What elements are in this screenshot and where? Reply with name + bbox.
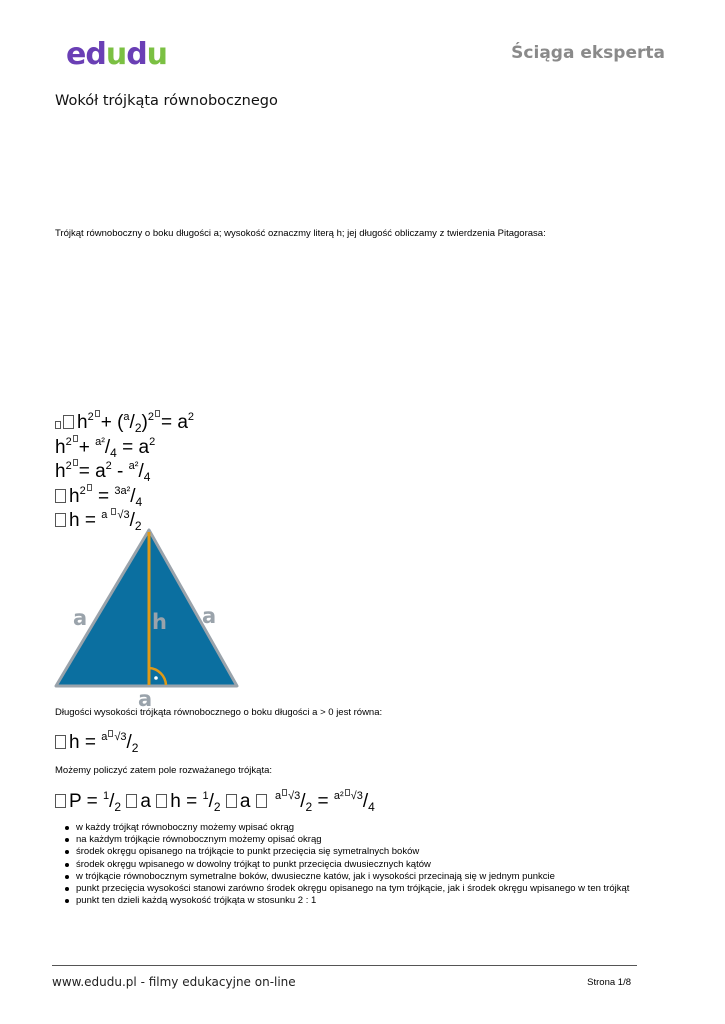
right-angle-dot xyxy=(154,676,158,680)
equilateral-triangle-diagram xyxy=(50,525,250,710)
edudu-logo xyxy=(64,34,190,74)
page-title: Wokół trójkąta równobocznego xyxy=(55,93,278,109)
area-formula: $P = ^1/_2$ a $h = ^1/_2$ a $^{a √3}/_2 = ^{a^2 √3}/_4$ xyxy=(55,789,375,813)
height-formula: $h = ^{a √3}/_2$ xyxy=(55,730,138,754)
formula-line-3: $h^2 = a^2 - ^{a^2}/_4$ xyxy=(55,460,151,484)
list-item: na każdym trójkącie równobocznym możemy opisać okrąg xyxy=(64,834,629,846)
list-item: środek okręgu opisanego na trójkącie to punkt przecięcia się symetralnych boków xyxy=(64,846,629,858)
list-item: punkt przecięcia wysokości stanowi zarówno środek okręgu opisanego na tym trójkącie, jak i środek okręgu wpisanego w ten trójkąt xyxy=(64,883,629,895)
properties-list xyxy=(64,822,629,907)
formula-line-2: $h^2 + ^{a^2}/_4 = a^2$ xyxy=(55,435,156,460)
formula-line-1: $h^2 + (^a/_2)^2 = a^2$ xyxy=(55,410,194,435)
list-item: środek okręgu wpisanego w dowolny trójkąt to punkt przecięcia dwusiecznych kątów xyxy=(64,859,629,871)
intro-text: Trójkąt równoboczny o boku długości a; wysokość oznaczmy literą h; jej długość obliczamy z twierdzenia Pitagorasa: xyxy=(55,228,546,239)
height-paragraph: Długości wysokości trójkąta równobocznego o boku długości a > 0 jest równa: xyxy=(55,707,383,718)
formula-line-5: $h = ^{a √3}/_2$ xyxy=(55,508,194,533)
area-paragraph: Możemy policzyć zatem pole rozważanego trójkąta: xyxy=(55,765,273,776)
formula-line-4: $h^2 = ^{3a^2}/_4$ xyxy=(55,484,194,509)
brand-title: Ściąga eksperta xyxy=(511,43,665,63)
label-side-left: a xyxy=(73,606,88,630)
list-item: punkt ten dzieli każdą wysokość trójkąta w stosunku 2 : 1 xyxy=(64,895,629,907)
svg-text:edudu: edudu xyxy=(66,37,168,72)
label-side-bottom: a xyxy=(138,687,153,710)
footer-site-link[interactable]: www.edudu.pl - filmy edukacyjne on-line xyxy=(52,975,296,989)
label-height: h xyxy=(152,610,167,634)
label-side-right: a xyxy=(202,604,217,628)
footer-divider xyxy=(52,965,637,966)
page-number: Strona 1/8 xyxy=(587,977,631,988)
pythagoras-derivation xyxy=(55,410,194,533)
list-item: w każdy trójkąt równoboczny możemy wpisać okrąg xyxy=(64,822,629,834)
list-item: w trójkącie równobocznym symetralne boków, dwusieczne katów, jak i wysokości przecinają się w jednym punkcie xyxy=(64,871,629,883)
